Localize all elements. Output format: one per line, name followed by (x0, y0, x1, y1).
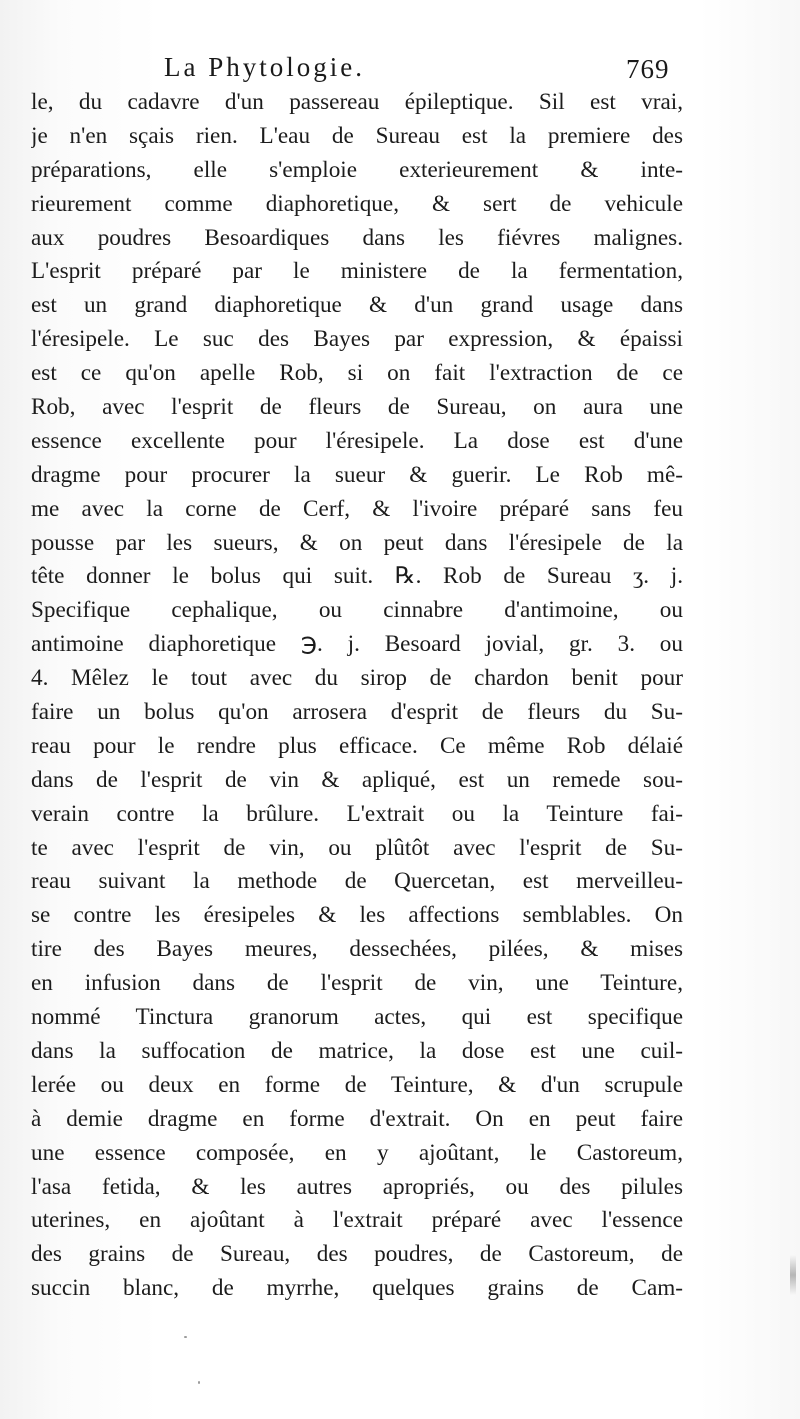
text-line: je n'en sçais rien. L'eau de Sureau est la premiere des (31, 122, 683, 149)
text-line: à demie dragme en forme d'extrait. On en peut faire (31, 1105, 683, 1132)
text-line: uterines, en ajoûtant à l'extrait préparé avec l'essence (31, 1207, 683, 1234)
text-line: dans de l'esprit de vin & apliqué, est un remede sou- (31, 766, 683, 793)
paper-speck (184, 1336, 187, 1338)
text-line: succin blanc, de myrrhe, quelques grains de Cam- (31, 1275, 683, 1302)
text-line: me avec la corne de Cerf, & l'ivoire préparé sans feu (31, 495, 683, 522)
text-line: te avec l'esprit de vin, ou plûtôt avec l'esprit de Su- (31, 834, 683, 861)
paper-speck (198, 1381, 200, 1384)
text-line: reau pour le rendre plus efficace. Ce même Rob délaié (31, 732, 683, 759)
text-line: rieurement comme diaphoretique, & sert de vehicule (31, 190, 683, 217)
text-line: faire un bolus qu'on arrosera d'esprit de fleurs du Su- (31, 699, 683, 726)
text-line: aux poudres Besoardiques dans les fiévres malignes. (31, 224, 683, 251)
text-line: est ce qu'on apelle Rob, si on fait l'extraction de ce (31, 360, 683, 387)
text-line: lerée ou deux en forme de Teinture, & d'un scrupule (31, 1071, 683, 1098)
running-title: La Phytologie. (164, 52, 365, 82)
page-edge-shadow (790, 1255, 796, 1295)
text-line: tire des Bayes meures, dessechées, pilées, & mises (31, 936, 683, 963)
text-line: pousse par les sueurs, & on peut dans l'éresipele de la (31, 529, 683, 556)
text-line: antimoine diaphoretique ℈. j. Besoard jovial, gr. 3. ou (31, 631, 683, 658)
text-line: Rob, avec l'esprit de fleurs de Sureau, on aura une (31, 394, 683, 421)
text-line: l'asa fetida, & les autres apropriés, ou des pilules (31, 1173, 683, 1200)
text-line: reau suivant la methode de Quercetan, est merveilleu- (31, 868, 683, 895)
body-text (31, 86, 683, 1306)
text-line: des grains de Sureau, des poudres, de Castoreum, de (31, 1241, 683, 1268)
text-line: en infusion dans de l'esprit de vin, une Teinture, (31, 970, 683, 997)
text-line: Specifique cephalique, ou cinnabre d'antimoine, ou (31, 597, 683, 624)
text-line: essence excellente pour l'éresipele. La dose est d'une (31, 427, 683, 454)
text-line: le, du cadavre d'un passereau épileptique. Sil est vrai, (31, 89, 683, 115)
text-line: l'éresipele. Le suc des Bayes par expression, & épaissi (31, 326, 683, 353)
text-line: préparations, elle s'emploie exterieurement & inte- (31, 156, 683, 183)
text-line: nommé Tinctura granorum actes, qui est specifique (31, 1004, 683, 1031)
text-line: une essence composée, en y ajoûtant, le Castoreum, (31, 1139, 683, 1166)
text-line: L'esprit préparé par le ministere de la fermentation, (31, 258, 683, 285)
page-number: 769 (626, 54, 670, 84)
text-line: tête donner le bolus qui suit. ℞. Rob de Sureau ʒ. j. (31, 563, 683, 590)
text-line: dragme pour procurer la sueur & guerir. Le Rob mê- (31, 461, 683, 488)
text-line: 4. Mêlez le tout avec du sirop de chardon benit pour (31, 665, 683, 692)
text-line: verain contre la brûlure. L'extrait ou la Teinture fai- (31, 800, 683, 827)
text-line: est un grand diaphoretique & d'un grand usage dans (31, 292, 683, 319)
text-line: dans la suffocation de matrice, la dose est une cuil- (31, 1037, 683, 1064)
text-line: se contre les éresipeles & les affections semblables. On (31, 902, 683, 929)
